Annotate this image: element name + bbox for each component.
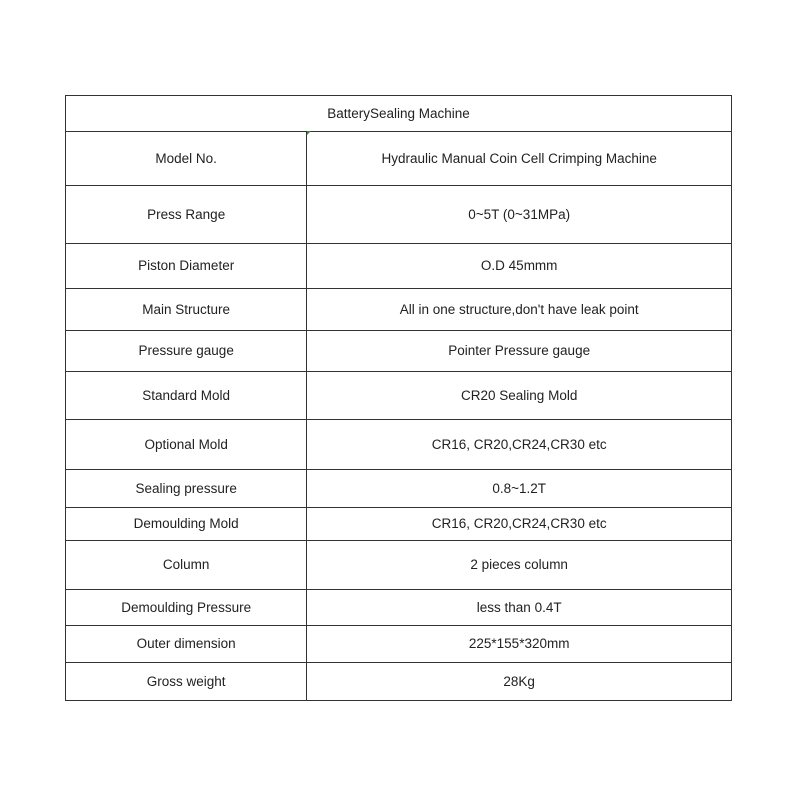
- row-label: Piston Diameter: [66, 244, 307, 289]
- row-value: CR16, CR20,CR24,CR30 etc: [307, 420, 732, 470]
- row-value: 225*155*320mm: [307, 626, 732, 663]
- row-value: Pointer Pressure gauge: [307, 331, 732, 372]
- row-label: Main Structure: [66, 289, 307, 331]
- row-label: Model No.: [66, 132, 307, 186]
- table-row: [66, 626, 732, 663]
- table-row: [66, 541, 732, 590]
- row-label: Standard Mold: [66, 372, 307, 420]
- table-row: [66, 508, 732, 541]
- row-label: Gross weight: [66, 663, 307, 701]
- spec-table: [65, 95, 732, 701]
- table-row: [66, 470, 732, 508]
- table-row: [66, 590, 732, 626]
- table-row: [66, 186, 732, 244]
- row-label: Pressure gauge: [66, 331, 307, 372]
- row-label: Demoulding Mold: [66, 508, 307, 541]
- table-row: [66, 420, 732, 470]
- row-label: Demoulding Pressure: [66, 590, 307, 626]
- row-value: CR20 Sealing Mold: [307, 372, 732, 420]
- table-row: [66, 289, 732, 331]
- row-label: Outer dimension: [66, 626, 307, 663]
- row-value: CR16, CR20,CR24,CR30 etc: [307, 508, 732, 541]
- row-value: 0~5T (0~31MPa): [307, 186, 732, 244]
- table-row: [66, 132, 732, 186]
- row-value: 28Kg: [307, 663, 732, 701]
- row-value: Hydraulic Manual Coin Cell Crimping Machine: [307, 132, 732, 186]
- table-title-row: [66, 96, 732, 132]
- row-value: O.D 45mmm: [307, 244, 732, 289]
- row-value: All in one structure,don't have leak point: [307, 289, 732, 331]
- table-row: [66, 244, 732, 289]
- table-row: [66, 331, 732, 372]
- row-value: 2 pieces column: [307, 541, 732, 590]
- row-value: 0.8~1.2T: [307, 470, 732, 508]
- table-row: [66, 663, 732, 701]
- row-label: Column: [66, 541, 307, 590]
- cell-corner-marker: [307, 131, 311, 135]
- table-title: BatterySealing Machine: [66, 96, 732, 132]
- table-row: [66, 372, 732, 420]
- row-label: Sealing pressure: [66, 470, 307, 508]
- row-label: Optional Mold: [66, 420, 307, 470]
- row-value: less than 0.4T: [307, 590, 732, 626]
- row-label: Press Range: [66, 186, 307, 244]
